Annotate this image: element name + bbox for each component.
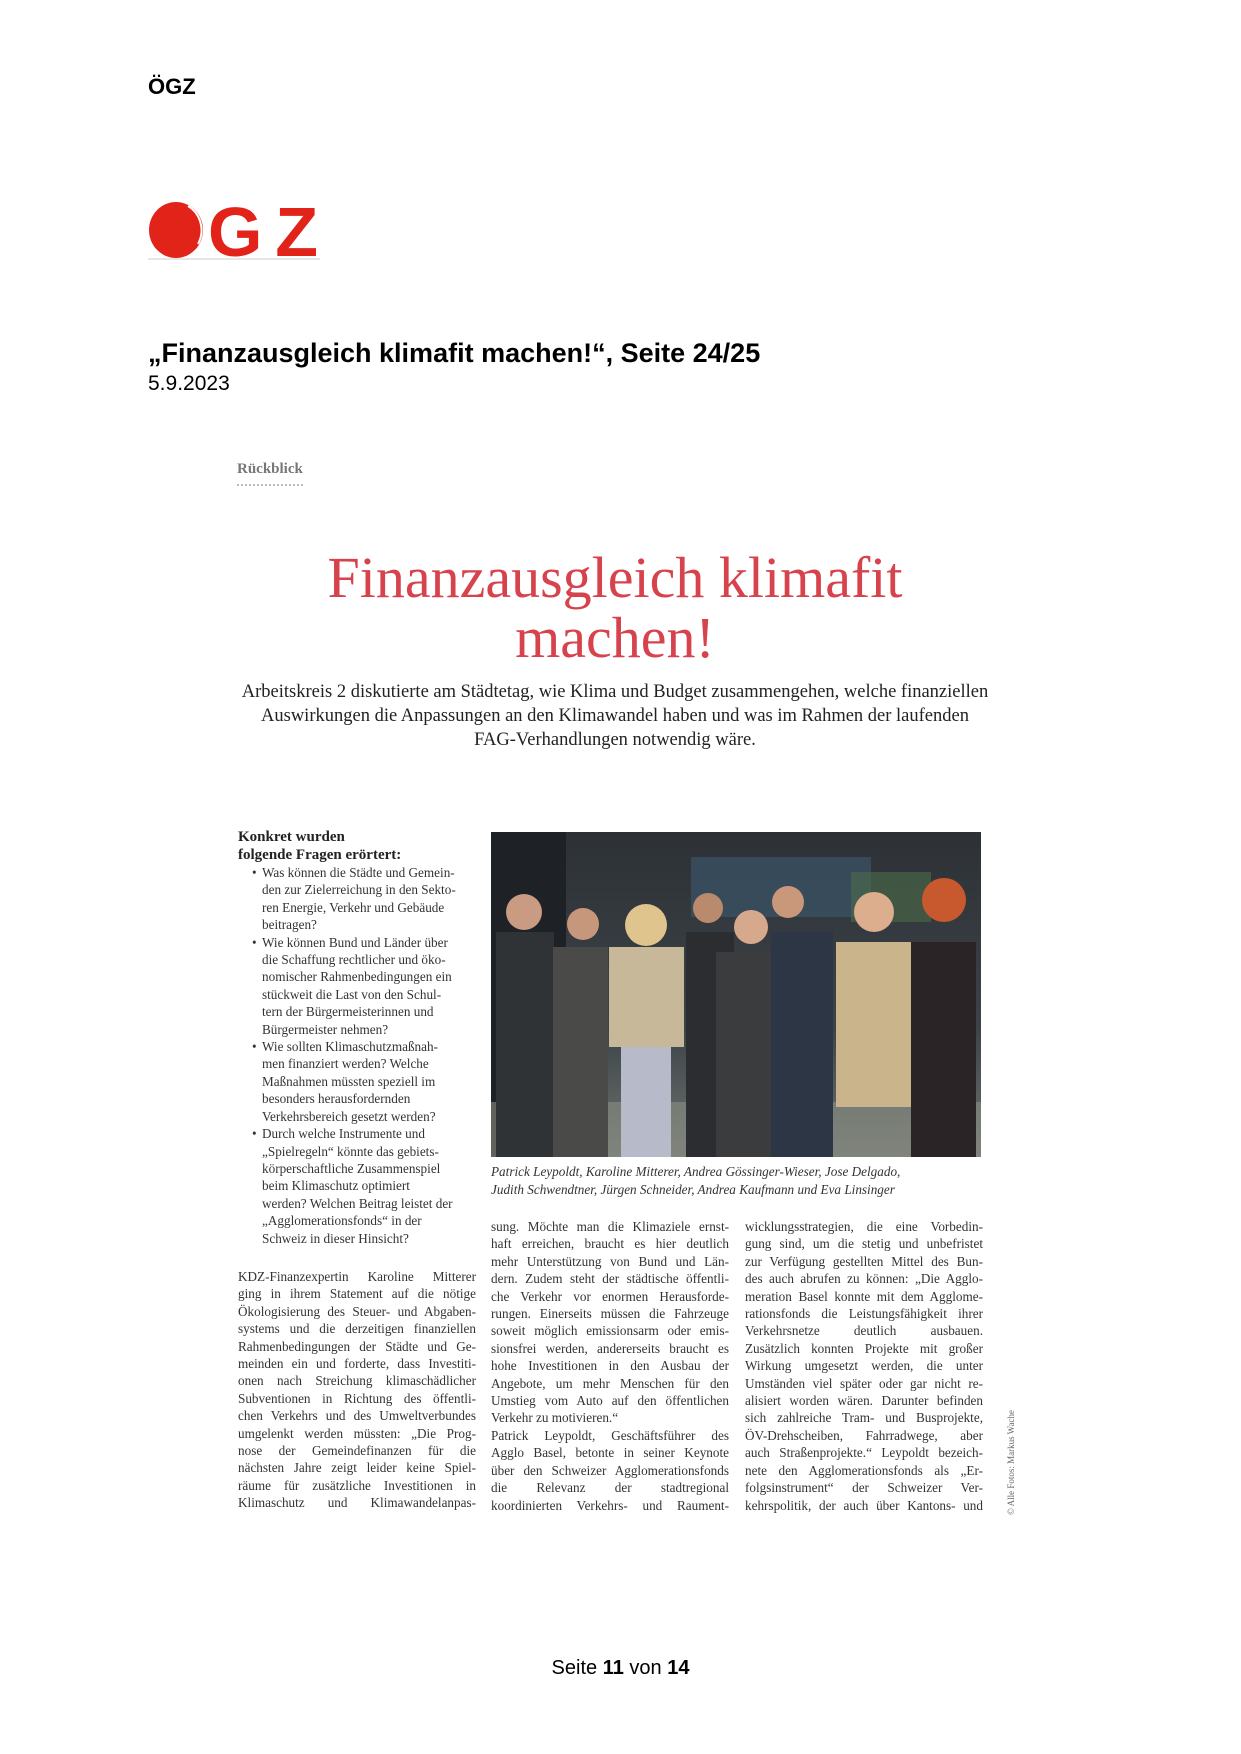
text-line: sich zahlreiche Tram- und Busprojekte, bbox=[745, 1410, 983, 1426]
text-line: nete den Agglomerationsfonds als „Er- bbox=[745, 1462, 983, 1478]
section-label: Rückblick bbox=[237, 461, 303, 486]
text-line: Verkehr zu motivieren.“ bbox=[491, 1410, 619, 1426]
text-line: Maßnahmen müssten speziell im bbox=[262, 1073, 436, 1089]
article-headline bbox=[230, 545, 1000, 670]
total-pages: 14 bbox=[667, 1657, 690, 1679]
text-line: mehr Unterstützung von Bund und Län- bbox=[491, 1253, 729, 1269]
page-footer bbox=[0, 1657, 1241, 1680]
text-line: nächsten Jahre zeigt leider keine Spiel- bbox=[238, 1460, 476, 1476]
text-line: kehrspolitik, der auch über Kantons- und bbox=[745, 1497, 983, 1513]
text-line: dern. Zudem steht der städtische öffentli- bbox=[491, 1271, 729, 1287]
text-column-1 bbox=[238, 1268, 476, 1512]
text-line: men finanziert werden? Welche bbox=[262, 1056, 429, 1072]
text-line: onen nach Streichung klimaschädlicher bbox=[238, 1373, 476, 1389]
text-line: Ökologisierung des Steuer- und Abgaben- bbox=[238, 1303, 476, 1319]
text-line: Verkehrsnetze deutlich ausbauen. bbox=[745, 1323, 983, 1339]
text-line: auch Straßenprojekte.“ Leypoldt bezeich- bbox=[745, 1445, 983, 1461]
text-line: körperschaftliche Zusammenspiel bbox=[262, 1160, 441, 1176]
group-photo bbox=[491, 832, 981, 1157]
text-line: rationsfonds die Leistungsfähigkeit ihrer bbox=[745, 1306, 983, 1322]
questions-heading-line: Konkret wurden bbox=[238, 829, 345, 845]
text-line: meinden ein und forderte, dass Investiti- bbox=[238, 1356, 476, 1372]
text-line: rungen. Einerseits müssen die Fahrzeuge bbox=[491, 1306, 729, 1322]
text-line: haft erreichen, braucht es hier deutlich bbox=[491, 1236, 729, 1252]
footer-prefix: Seite bbox=[551, 1657, 603, 1679]
text-line: Patrick Leypoldt, Geschäftsführer des bbox=[491, 1427, 729, 1443]
text-line: die Relevanz der stadtregional bbox=[491, 1480, 729, 1496]
text-line: ging in ihrem Statement auf die nötige bbox=[238, 1286, 476, 1302]
text-line: wicklungsstrategien, die eine Vorbedin- bbox=[745, 1219, 983, 1234]
text-line: tern der Bürgermeisterinnen und bbox=[262, 1004, 434, 1020]
text-line: nomischer Rahmenbedingungen ein bbox=[262, 969, 452, 985]
text-line: werden? Welchen Beitrag leistet der bbox=[262, 1195, 453, 1211]
text-line: beitragen? bbox=[262, 917, 317, 933]
bullet-icon: • bbox=[252, 934, 257, 950]
text-line: Agglo Basel, betonte in seiner Keynote bbox=[491, 1445, 729, 1461]
text-line: „Spielregeln“ könnte das gebiets- bbox=[262, 1143, 439, 1159]
text-line: umgelenkt werden müssten: „Die Prog- bbox=[238, 1425, 476, 1441]
questions-list bbox=[252, 864, 476, 1247]
text-line: Was können die Städte und Gemein- bbox=[262, 865, 455, 880]
svg-text:GZ: GZ bbox=[208, 198, 318, 260]
text-line: systems und die derzeitigen finanziellen bbox=[238, 1321, 476, 1337]
text-line: KDZ-Finanzexpertin Karoline Mitterer bbox=[238, 1269, 476, 1284]
text-line: Schweiz in dieser Hinsicht? bbox=[262, 1230, 409, 1246]
oegz-logo bbox=[148, 198, 320, 260]
text-line: Wirkung umgesetzt werden, die unter bbox=[745, 1358, 983, 1374]
current-page: 11 bbox=[602, 1657, 624, 1679]
text-line: Angebote, um mehr Menschen für den bbox=[491, 1375, 729, 1391]
photo-credit-text: © Alle Fotos: Markus Wache bbox=[1006, 1410, 1016, 1515]
text-column-3 bbox=[745, 1218, 983, 1514]
text-line: koordinierten Verkehrs- und Raument- bbox=[491, 1497, 729, 1513]
article-lead: Arbeitskreis 2 diskutierte am Städtetag, wie Klima und Budget zusammengehen, welche finanziellen Auswirkungen die Anpassungen an den Klimawandel haben und was im Rahmen der laufenden FAG-Verhandlungen notwendig wäre. bbox=[241, 682, 989, 750]
text-line: Verkehrsbereich gesetzt werden? bbox=[262, 1108, 436, 1124]
paragraph bbox=[238, 1268, 476, 1512]
questions-heading-line: folgende Fragen erörtert: bbox=[238, 847, 402, 863]
text-line: beim Klimaschutz optimiert bbox=[262, 1178, 410, 1194]
text-line: stückweit die Last von den Schul- bbox=[262, 986, 442, 1002]
text-line: sung. Möchte man die Klimaziele ernst- bbox=[491, 1219, 729, 1234]
text-line: besonders herausfordernden bbox=[262, 1091, 411, 1107]
source-name: ÖGZ bbox=[148, 74, 196, 99]
text-line: Durch welche Instrumente und bbox=[262, 1126, 425, 1142]
headline-line: machen! bbox=[515, 605, 715, 670]
text-line: die Schaffung rechtlicher und öko- bbox=[262, 952, 446, 968]
text-line: Wie sollten Klimaschutzmaßnah- bbox=[262, 1039, 438, 1055]
text-line: folgsinstrument“ der Schweizer Ver- bbox=[745, 1480, 983, 1496]
text-line: Wie können Bund und Länder über bbox=[262, 934, 448, 950]
text-line: Rahmenbedingungen der Städte und Ge- bbox=[238, 1338, 476, 1354]
text-line: über den Schweizer Agglomerationsfonds bbox=[491, 1462, 729, 1478]
text-line: Klimaschutz und Klimawandelanpas- bbox=[238, 1495, 476, 1511]
questions-heading bbox=[238, 828, 478, 864]
text-line: Zusätzlich konnten Projekte mit großer bbox=[745, 1340, 983, 1356]
text-line: den zur Zielerreichung in den Sekto- bbox=[262, 882, 456, 898]
text-line: nose der Gemeindefinanzen für die bbox=[238, 1443, 476, 1459]
text-line: hohe Investitionen in den Ausbau der bbox=[491, 1358, 729, 1374]
paragraph bbox=[491, 1427, 729, 1514]
question-item bbox=[252, 1125, 476, 1247]
photo-caption bbox=[491, 1163, 991, 1199]
text-line: zur Verfügung gestellten Mittel des Bun- bbox=[745, 1253, 983, 1269]
text-column-2 bbox=[491, 1218, 729, 1514]
text-line: soweit möglich emissionsarm oder emis- bbox=[491, 1323, 729, 1339]
text-line: meration Basel konnte mit dem Agglome- bbox=[745, 1288, 983, 1304]
text-line: alisiert worden wären. Darunter befinden bbox=[745, 1393, 983, 1409]
text-line: ÖV-Drehscheiben, Fahrradwege, aber bbox=[745, 1427, 983, 1443]
paragraph bbox=[491, 1218, 729, 1427]
document-date: 5.9.2023 bbox=[148, 372, 230, 395]
headline-line: Finanzausgleich klimafit bbox=[327, 545, 903, 610]
footer-mid: von bbox=[623, 1657, 668, 1679]
text-line: Umständen viel später oder gar nicht re- bbox=[745, 1375, 983, 1391]
text-line: räume für zusätzliche Investitionen in bbox=[238, 1477, 476, 1493]
question-item bbox=[252, 864, 476, 934]
question-item bbox=[252, 1038, 476, 1125]
bullet-icon: • bbox=[252, 865, 257, 880]
text-line: chen Verkehrs und des Umweltverbundes bbox=[238, 1408, 476, 1424]
text-line: che Verkehr vor enormen Herausforde- bbox=[491, 1288, 729, 1304]
text-line: Bürgermeister nehmen? bbox=[262, 1021, 389, 1037]
text-line: sionsfrei werden, andererseits braucht es bbox=[491, 1340, 729, 1356]
text-line: gung sind, um die stetig und unbefristet bbox=[745, 1236, 983, 1252]
caption-line: Patrick Leypoldt, Karoline Mitterer, Andrea Gössinger-Wieser, Jose Delgado, bbox=[491, 1164, 901, 1179]
text-line: Umstieg vom Auto auf den öffentlichen bbox=[491, 1393, 729, 1409]
photo-credit bbox=[1006, 1400, 1020, 1515]
caption-line: Judith Schwendtner, Jürgen Schneider, Andrea Kaufmann und Eva Linsinger bbox=[491, 1182, 895, 1197]
paragraph bbox=[745, 1218, 983, 1514]
bullet-icon: • bbox=[252, 1126, 257, 1142]
text-line: ren Energie, Verkehr und Gebäude bbox=[262, 899, 445, 915]
bullet-icon: • bbox=[252, 1039, 257, 1055]
text-line: Subventionen in Richtung des öffentli- bbox=[238, 1390, 476, 1406]
document-title: „Finanzausgleich klimafit machen!“, Seite 24/25 bbox=[148, 338, 761, 368]
question-item bbox=[252, 934, 476, 1038]
text-line: des auch abrufen zu können: „Die Agglo- bbox=[745, 1271, 983, 1287]
text-line: „Agglomerationsfonds“ in der bbox=[262, 1213, 422, 1229]
